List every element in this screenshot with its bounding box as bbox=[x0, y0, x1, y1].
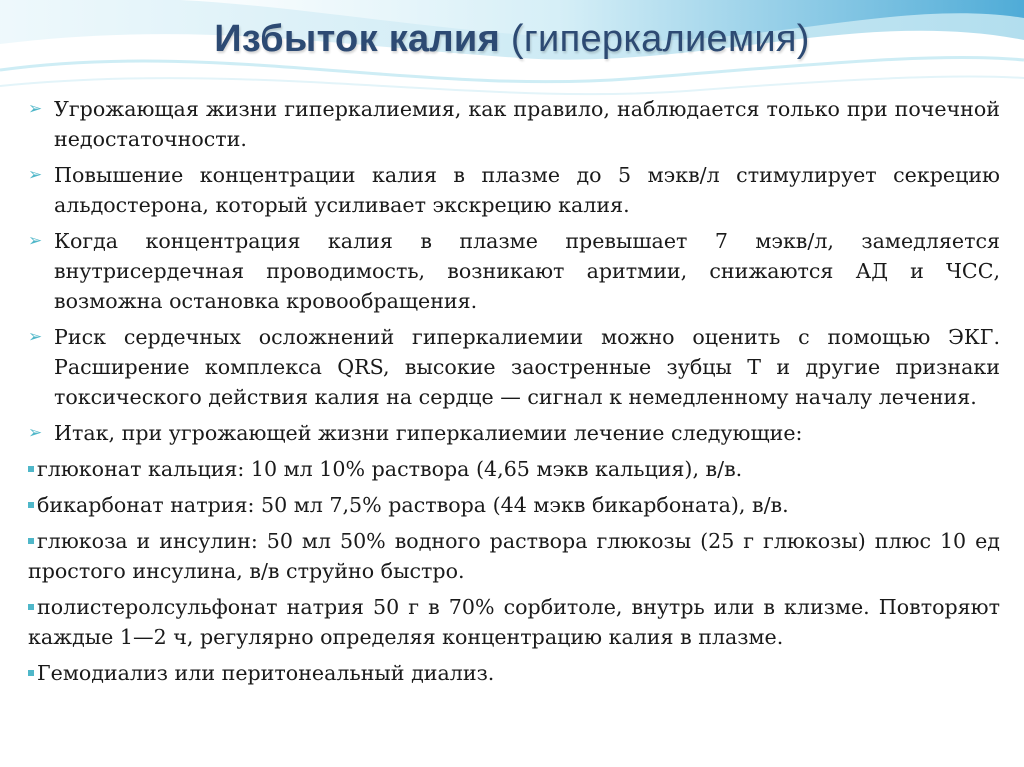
treatment-text bbox=[28, 490, 1000, 520]
treatment-text-content: глюконат кальция: 10 мл 10% раствора (4,65 мэкв кальция), в/в. bbox=[37, 457, 743, 481]
treatment-text-content: глюкоза и инсулин: 50 мл 50% водного раствора глюкозы (25 г глюкозы) плюс 10 ед простого инсулина, в/в струйно быстро. bbox=[28, 529, 1000, 583]
treatment-item bbox=[28, 658, 1000, 688]
treatment-item bbox=[28, 454, 1000, 484]
bullet-text: Повышение концентрации калия в плазме до 5 мэкв/л стимулирует секрецию альдостерона, который усиливает экскрецию калия. bbox=[54, 163, 1000, 217]
treatment-item bbox=[28, 526, 1000, 586]
bullet-item bbox=[28, 160, 1000, 220]
square-bullet-icon bbox=[28, 538, 34, 544]
slide-title-bold: Избыток калия bbox=[214, 18, 501, 60]
arrow-bullet-icon: ➢ bbox=[28, 231, 43, 251]
square-bullet-icon bbox=[28, 502, 34, 508]
bullet-item bbox=[28, 322, 1000, 412]
slide-title bbox=[214, 18, 809, 60]
treatment-text bbox=[28, 454, 1000, 484]
arrow-bullet-icon: ➢ bbox=[28, 423, 43, 443]
square-bullet-icon bbox=[28, 604, 34, 610]
treatment-item bbox=[28, 490, 1000, 520]
square-bullet-icon bbox=[28, 670, 34, 676]
bullet-item bbox=[28, 418, 1000, 448]
bullet-text: Итак, при угрожающей жизни гиперкалиемии лечение следующие: bbox=[54, 421, 803, 445]
square-bullet-icon bbox=[28, 466, 34, 472]
bullet-text: Угрожающая жизни гиперкалиемия, как правило, наблюдается только при почечной недостаточности. bbox=[54, 97, 1000, 151]
treatment-text-content: полистеролсульфонат натрия 50 г в 70% сорбитоле, внутрь или в клизме. Повторяют каждые 1—2 ч, регулярно определяя концентрацию калия в плазме. bbox=[28, 595, 1000, 649]
arrow-bullet-icon: ➢ bbox=[28, 327, 43, 347]
bullet-text: Когда концентрация калия в плазме превышает 7 мэкв/л, замедляется внутрисердечная проводимость, возникают аритмии, снижаются АД и ЧСС, возможна остановка кровообращения. bbox=[54, 229, 1000, 313]
bullet-item bbox=[28, 226, 1000, 316]
treatment-text bbox=[28, 592, 1000, 652]
treatment-item bbox=[28, 592, 1000, 652]
slide-content bbox=[28, 94, 1000, 694]
treatment-text-content: Гемодиализ или перитонеальный диализ. bbox=[37, 661, 495, 685]
title-container bbox=[0, 18, 1024, 61]
arrow-bullet-icon: ➢ bbox=[28, 99, 43, 119]
bullet-text: Риск сердечных осложнений гиперкалиемии можно оценить с помощью ЭКГ. Расширение комплекса QRS, высокие заостренные зубцы Т и другие признаки токсического действия калия на сердце — сигнал к немедленному началу лечения. bbox=[54, 325, 1000, 409]
treatment-text bbox=[28, 526, 1000, 586]
arrow-bullet-icon: ➢ bbox=[28, 165, 43, 185]
bullet-item bbox=[28, 94, 1000, 154]
slide-title-normal: (гиперкалиемия) bbox=[500, 18, 810, 60]
treatment-text-content: бикарбонат натрия: 50 мл 7,5% раствора (44 мэкв бикарбоната), в/в. bbox=[37, 493, 789, 517]
treatment-text bbox=[28, 658, 1000, 688]
